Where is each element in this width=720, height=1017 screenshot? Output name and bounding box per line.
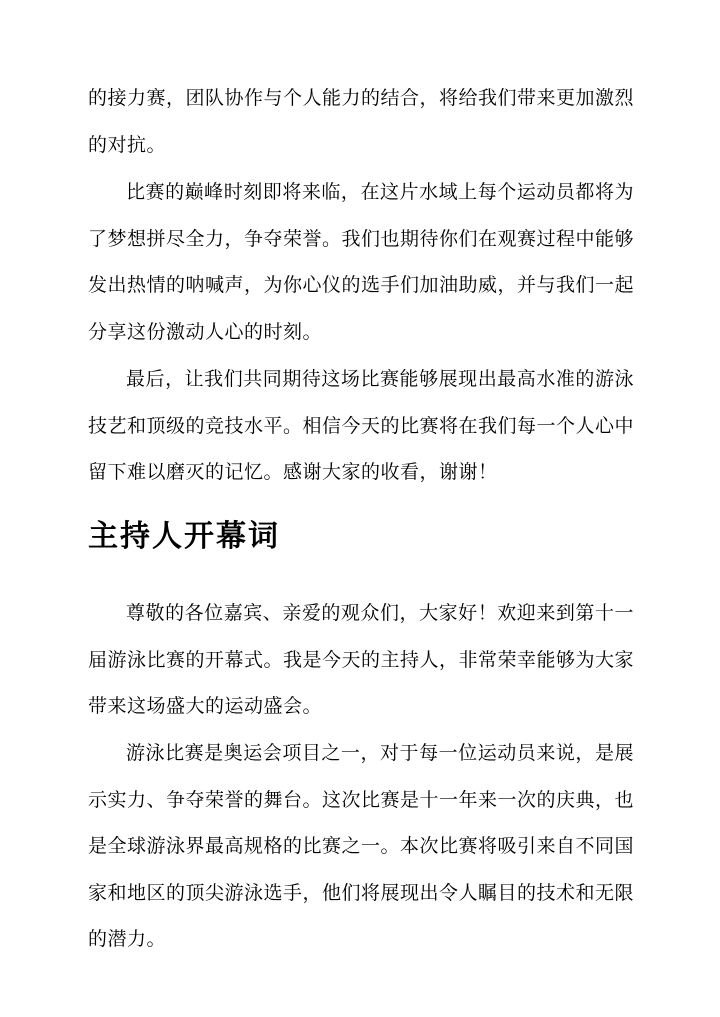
paragraph-relay-continuation: 的接力赛，团队协作与个人能力的结合，将给我们带来更加激烈的对抗。 [88,87,635,156]
paragraph-closing-thanks: 最后，让我们共同期待这场比赛能够展现出最高水准的游泳技艺和顶级的竞技水平。相信今天的比赛将在我们每一个人心中留下难以磨灭的记忆。感谢大家的收看，谢谢！ [88,368,635,483]
paragraph-host-greeting: 尊敬的各位嘉宾、亲爱的观众们，大家好！欢迎来到第十一届游泳比赛的开幕式。我是今天的主持人，非常荣幸能够为大家带来这场盛大的运动盛会。 [88,602,635,717]
paragraph-competition-climax: 比赛的巅峰时刻即将来临，在这片水域上每个运动员都将为了梦想拼尽全力，争夺荣誉。我们也期待你们在观赛过程中能够发出热情的呐喊声，为你心仪的选手们加油助威，并与我们一起分享这份激动人心的时刻。 [88,181,635,343]
paragraph-event-introduction: 游泳比赛是奥运会项目之一，对于每一位运动员来说，是展示实力、争夺荣誉的舞台。这次比赛是十一年来一次的庆典，也是全球游泳界最高规格的比赛之一。本次比赛将吸引来自不同国家和地区的顶尖游泳选手，他们将展现出令人瞩目的技术和无限的潜力。 [88,742,635,950]
section-heading: 主持人开幕词 [88,519,280,554]
